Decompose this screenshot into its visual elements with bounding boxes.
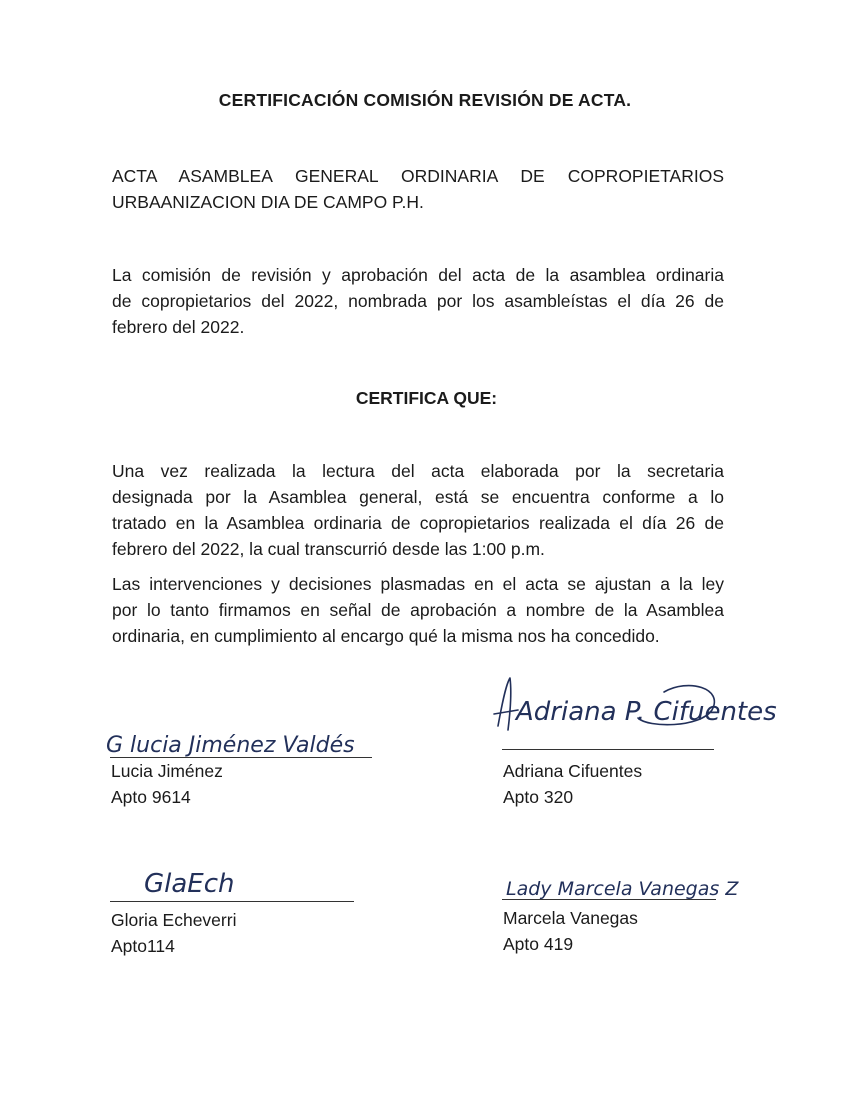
- body-paragraph-2: [112, 571, 724, 649]
- paragraph-line: por lo tanto firmamos en señal de aprobación a nombre de la Asamblea: [112, 600, 724, 620]
- title-text: CERTIFICACIÓN COMISIÓN REVISIÓN DE ACTA.: [218, 90, 632, 110]
- paragraph-line: Las intervenciones y decisiones plasmadas en el acta se ajustan a la ley: [112, 574, 724, 594]
- signature-line: [110, 901, 354, 902]
- signatory-name: Lucia Jiménez: [111, 761, 223, 781]
- svg-text:Adriana P. Cifuentes: Adriana P. Cifuentes: [516, 697, 777, 727]
- certifica-heading: [0, 388, 850, 409]
- heading-block: [112, 163, 724, 215]
- signature-lucia: [100, 722, 390, 762]
- paragraph-line: designada por la Asamblea general, está se encuentra conforme a lo: [112, 487, 724, 507]
- signatory-name: Marcela Vanegas: [503, 908, 638, 928]
- signature-gloria: [138, 858, 258, 904]
- intro-line: febrero del 2022.: [112, 317, 245, 337]
- signature-line: [502, 899, 716, 900]
- signature-adriana: [488, 674, 777, 746]
- svg-text:G lucia Jiménez Valdés: G lucia Jiménez Valdés: [106, 733, 355, 758]
- subtitle-text: CERTIFICA QUE:: [355, 388, 498, 408]
- signatory-name: Gloria Echeverri: [111, 910, 237, 930]
- body-paragraph-1: [112, 458, 724, 562]
- signature-line: [502, 749, 714, 750]
- paragraph-line: tratado en la Asamblea ordinaria de copropietarios realizada el día 26 de: [112, 513, 724, 533]
- paragraph-line: Una vez realizada la lectura del acta elaborada por la secretaria: [112, 461, 724, 481]
- signatory-name: Adriana Cifuentes: [503, 761, 643, 781]
- intro-line: de copropietarios del 2022, nombrada por los asambleístas el día 26 de: [112, 291, 724, 311]
- document-title: [0, 90, 850, 111]
- intro-line: La comisión de revisión y aprobación del acta de la asamblea ordinaria: [112, 265, 724, 285]
- heading-line: URBAANIZACION DIA DE CAMPO P.H.: [112, 192, 424, 212]
- paragraph-line: ordinaria, en cumplimiento al encargo qué la misma nos ha concedido.: [112, 626, 660, 646]
- paragraph-line: febrero del 2022, la cual transcurrió desde las 1:00 p.m.: [112, 539, 545, 559]
- signatory-apt: Apto 9614: [111, 787, 191, 807]
- heading-line: ACTA ASAMBLEA GENERAL ORDINARIA DE COPROPIETARIOS: [112, 166, 724, 186]
- intro-paragraph: [112, 262, 724, 340]
- signatory-apt: Apto 320: [503, 787, 574, 807]
- svg-text:GlaEch: GlaEch: [144, 869, 235, 899]
- signature-line: [110, 757, 372, 758]
- signatory-apt: Apto114: [111, 936, 175, 956]
- svg-text:Lady Marcela Vanegas Z: Lady Marcela Vanegas Z: [506, 878, 739, 900]
- signatory-apt: Apto 419: [503, 934, 574, 954]
